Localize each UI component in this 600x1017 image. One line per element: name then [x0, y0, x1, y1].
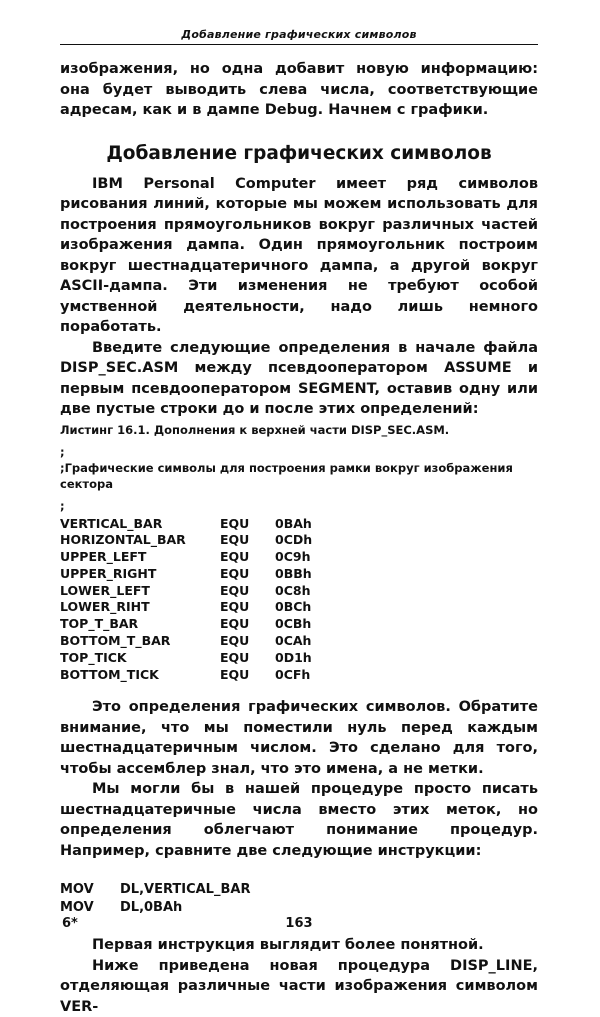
equ-operator: EQU: [220, 515, 250, 531]
equ-operator: EQU: [220, 532, 250, 548]
equ-row: [60, 566, 312, 583]
equ-symbol-name: UPPER_LEFT: [60, 549, 147, 565]
equ-hex-value: 0C8h: [275, 582, 311, 598]
instruction-operands: DL,0BAh: [120, 900, 183, 916]
paragraph-3: Это определения графических символов. Обратите внимание, что мы поместили нуль перед каждым шестнадцатеричным числом. Это сделано для того, чтобы ассемблер знал, что это имена, а не метки.: [60, 699, 538, 777]
equ-definitions-table: [60, 516, 312, 684]
listing-caption: Листинг 16.1. Дополнения к верхней части DISP_SEC.ASM.: [60, 422, 450, 437]
equ-symbol-name: TOP_T_BAR: [60, 616, 139, 632]
code-comment-line: ;Графические символы для построения рамки вокруг изображения сектора: [60, 460, 513, 491]
equ-row: [60, 667, 312, 684]
equ-row: [60, 599, 312, 616]
equ-symbol-name: BOTTOM_TICK: [60, 666, 159, 682]
instruction-opcode: MOV: [60, 900, 94, 916]
equ-operator: EQU: [220, 582, 250, 598]
section-heading: Добавление графических символов: [106, 142, 492, 164]
instruction-row: [60, 899, 250, 917]
equ-symbol-name: LOWER_LEFT: [60, 582, 150, 598]
equ-symbol-name: TOP_TICK: [60, 649, 127, 665]
equ-hex-value: 0CBh: [275, 616, 312, 632]
instruction-operands: DL,VERTICAL_BAR: [120, 882, 251, 898]
equ-row: [60, 532, 312, 549]
signature-mark: 6*: [62, 916, 78, 931]
equ-hex-value: 0CAh: [275, 633, 312, 649]
equ-operator: EQU: [220, 666, 250, 682]
equ-operator: EQU: [220, 565, 250, 581]
equ-symbol-name: LOWER_RIHT: [60, 599, 150, 615]
equ-symbol-name: BOTTOM_T_BAR: [60, 633, 171, 649]
equ-symbol-name: HORIZONTAL_BAR: [60, 532, 186, 548]
equ-operator: EQU: [220, 633, 250, 649]
equ-row: [60, 583, 312, 600]
equ-hex-value: 0C9h: [275, 549, 311, 565]
equ-symbol-name: VERTICAL_BAR: [60, 515, 163, 531]
equ-row: [60, 633, 312, 650]
paragraph-2: Введите следующие определения в начале файла DISP_SEC.ASM между псевдооператором ASSUME и первым псевдооператором SEGMENT, оставив одну или две пустые строки до и после этих определений:: [60, 339, 538, 417]
equ-operator: EQU: [220, 649, 250, 665]
equ-hex-value: 0D1h: [275, 649, 312, 665]
mov-instructions-table: [60, 881, 250, 917]
equ-hex-value: 0CFh: [275, 666, 311, 682]
equ-row: [60, 616, 312, 633]
equ-hex-value: 0CDh: [275, 532, 313, 548]
equ-hex-value: 0BCh: [275, 599, 312, 615]
code-comment-line: ;: [60, 498, 65, 513]
equ-symbol-name: UPPER_RIGHT: [60, 565, 157, 581]
paragraph-5: Первая инструкция выглядит более понятной.: [92, 937, 484, 954]
equ-row: [60, 516, 312, 533]
equ-hex-value: 0BAh: [275, 515, 312, 531]
paragraph-6: Ниже приведена новая процедура DISP_LINE, отделяющая различные части изображения символом VER-: [60, 957, 538, 1015]
equ-operator: EQU: [220, 599, 250, 615]
paragraph-4: Мы могли бы в нашей процедуре просто писать шестнадцатеричные числа вместо этих меток, но определения облегчают понимание процедур. Например, сравните две следующие инструкции:: [60, 781, 538, 859]
equ-operator: EQU: [220, 549, 250, 565]
page-number: 163: [285, 916, 313, 931]
page-footer: [60, 916, 538, 936]
intro-paragraph: изображения, но одна добавит новую информацию: она будет выводить слева числа, соответствующие адресам, как и в дампе Debug. Начнем с графики.: [60, 61, 538, 118]
running-head: Добавление графических символов: [60, 28, 538, 45]
instruction-opcode: MOV: [60, 882, 94, 898]
equ-operator: EQU: [220, 616, 250, 632]
book-page: [60, 28, 538, 1017]
paragraph-1: IBM Personal Computer имеет ряд символов рисования линий, которые мы можем использовать для построения прямоугольников вокруг различных частей изображения дампа. Один прямоугольник построим вокруг шестнадцатеричного дампа, а другой вокруг ASCII-дампа. Эти изменения не требуют особой умственной деятельности, надо лишь немного поработать.: [60, 175, 538, 335]
equ-row: [60, 650, 312, 667]
equ-hex-value: 0BBh: [275, 565, 312, 581]
instruction-row: [60, 881, 250, 899]
equ-row: [60, 549, 312, 566]
code-comment-line: ;: [60, 444, 65, 459]
